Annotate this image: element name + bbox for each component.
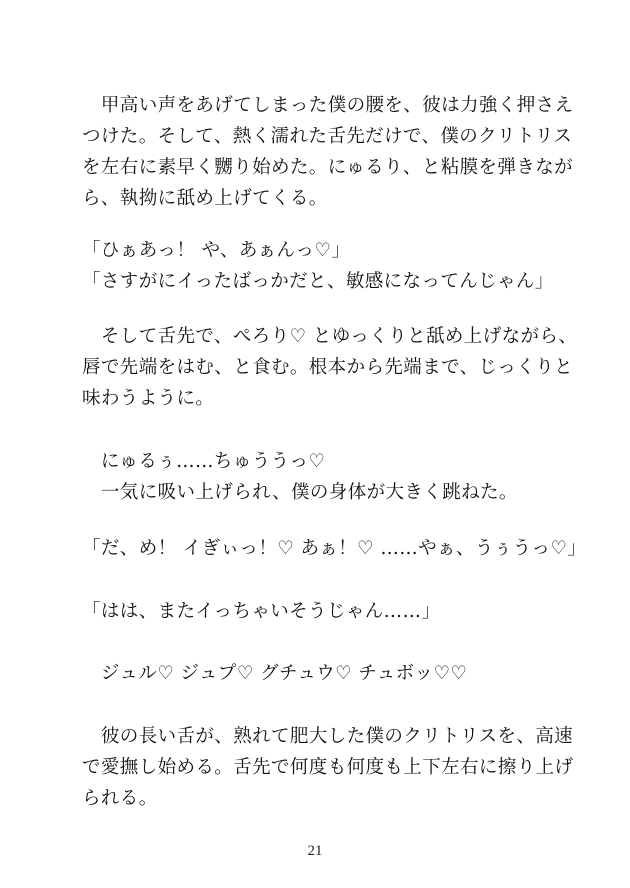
text-line: そして舌先で、ぺろり♡ とゆっくりと舐め上げながら、 (82, 326, 578, 347)
paragraph-4 (82, 446, 562, 508)
text-line: にゅるぅ……ちゅううっ♡ (82, 451, 326, 472)
text-line: 味わうように。 (82, 388, 215, 409)
paragraph-1 (82, 90, 574, 214)
page-number: 21 (307, 843, 323, 859)
paragraph-2 (82, 235, 562, 297)
text-line: を左右に素早く嬲り始めた。にゅるり、と粘膜を弾きなが (82, 157, 574, 178)
text-line: 「はは、またイっちゃいそうじゃん……」 (82, 601, 441, 622)
text-line: 「だ、め！ イぎぃっ！♡ あぁ！♡ ……やぁ、うぅうっ♡」 (82, 538, 587, 559)
text-line: ジュル♡ ジュプ♡ グチュウ♡ チュボッ♡♡ (82, 663, 468, 684)
text-line: 「ひぁあっ！ や、あぁんっ♡」 (82, 240, 351, 261)
text-line: 唇で先端をはむ、と食む。根本から先端まで、じっくりと (82, 357, 574, 378)
text-line: つけた。そして、熱く濡れた舌先だけで、僕のクリトリス (82, 126, 573, 147)
paragraph-6 (82, 596, 562, 627)
paragraph-7 (82, 658, 562, 689)
text-line: 一気に吸い上げられ、僕の身体が大きく跳ねた。 (82, 482, 518, 503)
paragraph-3 (82, 321, 578, 414)
text-line: 彼の長い舌が、熟れて肥大した僕のクリトリスを、高速 (82, 726, 574, 747)
paragraph-8 (82, 721, 574, 814)
text-line: 「さすがにイったばっかだと、敏感になってんじゃん」 (82, 271, 554, 292)
text-line: ら、執拗に舐め上げてくる。 (82, 188, 328, 209)
text-line: 甲高い声をあげてしまった僕の腰を、彼は力強く押さえ (82, 95, 574, 116)
paragraph-5 (82, 533, 587, 564)
text-line: られる。 (82, 788, 158, 809)
text-line: で愛撫し始める。舌先で何度も何度も上下左右に擦り上げ (82, 757, 574, 778)
